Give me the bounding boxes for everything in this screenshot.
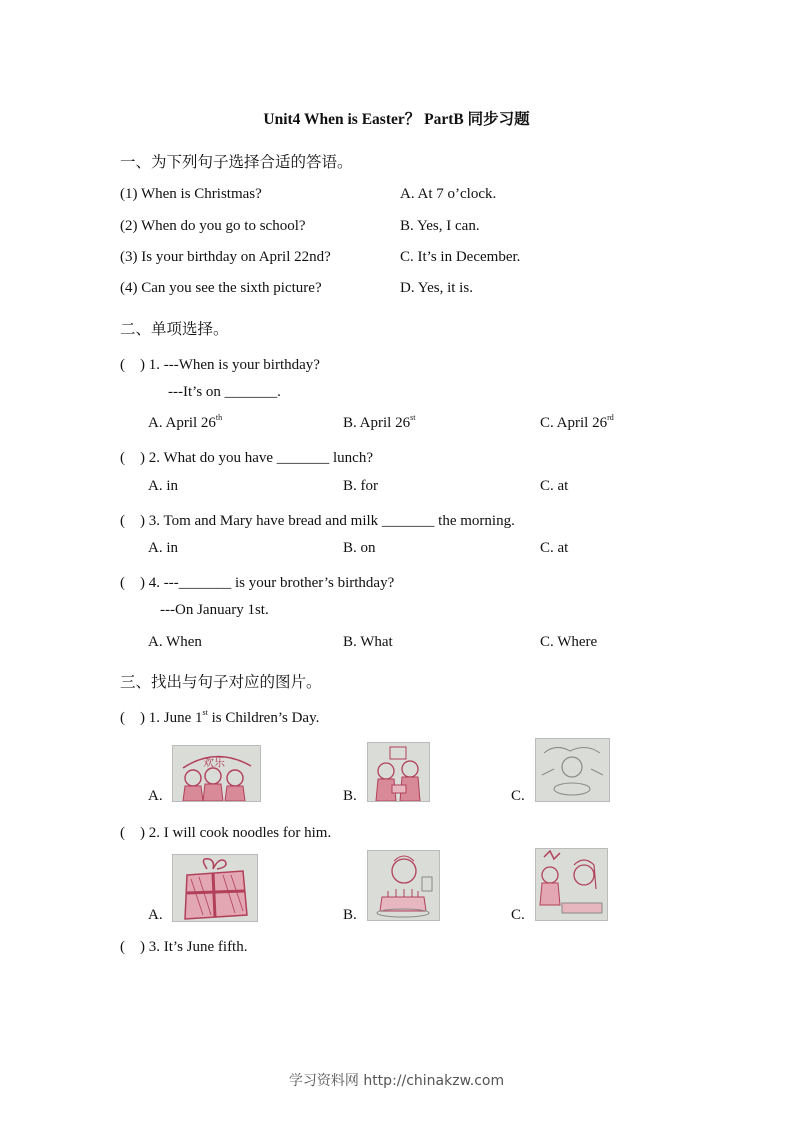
section2-heading: 二、单项选择。 [120, 321, 229, 338]
gift-box-drawing [173, 855, 257, 921]
s2-q4-option-a: A. When [148, 634, 202, 650]
children-day-picture [172, 745, 261, 802]
s1-question-1: (1) When is Christmas? [120, 186, 262, 202]
s2-q2-option-c: C. at [540, 478, 569, 494]
s3-q2-stem: ( ) 2. I will cook noodles for him. [120, 825, 332, 841]
s3-q2-label-a: A. [148, 907, 163, 923]
s2-q1-stem: ( ) 1. ---When is your birthday? [120, 357, 320, 373]
section1-heading: 一、为下列句子选择合适的答语。 [120, 154, 353, 171]
s2-q1-stem2: ---It’s on _______. [168, 384, 281, 400]
section3-heading: 三、找出与句子对应的图片。 [120, 674, 322, 691]
s2-q2-stem: ( ) 2. What do you have _______ lunch? [120, 450, 374, 466]
s2-q4-option-c: C. Where [540, 634, 598, 650]
children-day-drawing [173, 746, 260, 801]
s3-q2-label-b: B. [343, 907, 357, 923]
s1-question-3: (3) Is your birthday on April 22nd? [120, 249, 331, 265]
s2-q4-option-b: B. What [343, 634, 393, 650]
s2-q1-option-a: A. April 26th [148, 413, 223, 431]
s2-q3-option-a: A. in [148, 540, 178, 556]
s2-q1-option-c: C. April 26rd [540, 413, 614, 431]
cooking-picture [535, 848, 608, 921]
s2-q2-option-b: B. for [343, 478, 378, 494]
s3-q1-label-a: A. [148, 788, 163, 804]
gift-box-picture [172, 854, 258, 922]
s2-q4-stem2: ---On January 1st. [160, 602, 269, 618]
s3-q1-label-c: C. [511, 788, 525, 804]
birthday-cake-picture [367, 850, 440, 921]
footer-watermark: 学习资料网 http://chinakzw.com [288, 1073, 505, 1089]
s1-answer-c: C. It’s in December. [400, 249, 521, 265]
birthday-cake-drawing [368, 851, 439, 920]
s2-q3-option-b: B. on [343, 540, 376, 556]
page-title: Unit4 When is Easter？ PartB 同步习题 [263, 111, 530, 128]
s1-question-4: (4) Can you see the sixth picture? [120, 280, 322, 296]
s2-q3-option-c: C. at [540, 540, 569, 556]
party-table-picture [535, 738, 610, 802]
s3-q1-label-b: B. [343, 788, 357, 804]
s1-answer-d: D. Yes, it is. [400, 280, 473, 296]
s1-answer-b: B. Yes, I can. [400, 218, 480, 234]
s2-q4-stem: ( ) 4. ---_______ is your brother’s birthday? [120, 575, 395, 591]
s2-q2-option-a: A. in [148, 478, 178, 494]
s1-question-2: (2) When do you go to school? [120, 218, 306, 234]
cooking-drawing [536, 849, 607, 920]
s3-q1-stem: ( ) 1. June 1st is Children’s Day. [120, 708, 320, 726]
party-table-drawing [536, 739, 609, 801]
svg-text:欢乐: 欢乐 [203, 756, 225, 769]
family-cake-picture [367, 742, 430, 802]
s3-q3-stem: ( ) 3. It’s June fifth. [120, 939, 248, 955]
s2-q1-option-b: B. April 26st [343, 413, 416, 431]
s1-answer-a: A. At 7 o’clock. [400, 186, 497, 202]
s2-q3-stem: ( ) 3. Tom and Mary have bread and milk _______ the morning. [120, 513, 515, 529]
s3-q2-label-c: C. [511, 907, 525, 923]
family-cake-drawing [368, 743, 429, 801]
